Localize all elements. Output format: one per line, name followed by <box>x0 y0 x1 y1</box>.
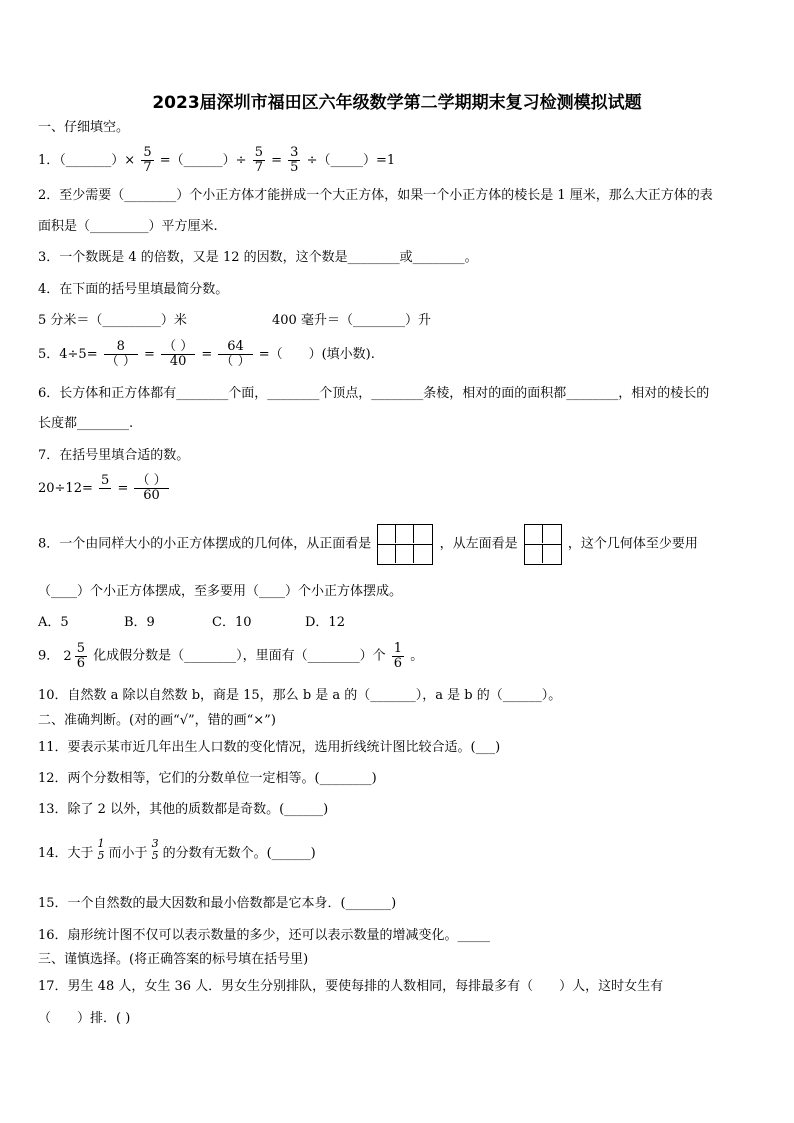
question-7-equation: 20÷12= 5 = $\frac{( )}{60}$ <box>38 473 167 503</box>
question-8-option-c: C．10 <box>212 615 252 630</box>
front-view-figure <box>377 524 433 565</box>
question-5: 5．4÷5= $\frac{8}{( )}$ = $\frac{( )}{40}$ = $\frac{64}{( )}$ =（ ）(填小数). <box>38 339 375 369</box>
page-title: 2023届深圳市福田区六年级数学第二学期期末复习检测模拟试题 <box>152 93 642 113</box>
question-4-a: 5 分米＝（_________）米 <box>38 313 187 328</box>
question-6-line-1: 6．长方体和正方体都有________个面，________个顶点，________条棱，相对的面的面积都________，相对的棱长的 <box>38 386 710 401</box>
question-16: 16．扇形统计图不仅可以表示数量的多少，还可以表示数量的增减变化。_____ <box>38 928 491 943</box>
question-4-b: 400 毫升＝（________）升 <box>272 313 431 328</box>
section-heading-judge: 二、准确判断。(对的画“√”，错的画“×”) <box>38 713 276 728</box>
question-12: 12．两个分数相等，它们的分数单位一定相等。(________) <box>38 771 377 786</box>
left-view-figure <box>524 524 562 565</box>
question-8: 8．一个由同样大小的小正方体摆成的几何体，从正面看是 ，从左面看是 ，这个几何体至少要用 <box>38 524 698 565</box>
question-3: 3．一个数既是 4 的倍数，又是 12 的因数，这个数是________或________。 <box>38 250 478 265</box>
question-2-line-2: 面积是（_________）平方厘米. <box>38 219 218 234</box>
question-13: 13．除了 2 以外，其他的质数都是奇数。(______) <box>38 802 329 817</box>
question-2-line-1: 2．至少需要（________）个小正方体才能拼成一个大正方体，如果一个小正方体的棱长是 1 厘米，那么大正方体的表 <box>38 188 713 203</box>
question-10: 10．自然数 a 除以自然数 b，商是 15，那么 b 是 a 的（_______），a 是 b 的（______）。 <box>38 688 562 703</box>
question-8-option-b: B．9 <box>124 615 155 630</box>
question-9: 9． 2 $\frac{5}{6}$ 化成假分数是（________），里面有（________）个 $\frac{1}{6}$ 。 <box>38 641 424 671</box>
question-17-line-1: 17．男生 48 人，女生 36 人．男女生分别排队，要使每排的人数相同，每排最多有（ ）人，这时女生有 <box>38 979 664 994</box>
question-8-option-a: A．5 <box>38 615 69 630</box>
question-6-line-2: 长度都________. <box>38 416 134 431</box>
question-1: 1．（_______）× $\frac{5}{7}$ =（______）÷ $\frac{5}{7}$ = $\frac{3}{5}$ ÷（_____）=1 <box>38 145 396 175</box>
section-heading-fill-in: 一、仔细填空。 <box>38 120 130 135</box>
question-7: 7．在括号里填合适的数。 <box>38 448 190 463</box>
section-heading-choose: 三、谨慎选择。(将正确答案的标号填在括号里) <box>38 952 309 967</box>
question-8-line-2: （____）个小正方体摆成，至多要用（____）个小正方体摆成。 <box>38 584 403 599</box>
question-14: 14．大于 1 5 而小于 3 5 的分数有无数个。(______) <box>38 837 316 862</box>
question-4: 4．在下面的括号里填最简分数。 <box>38 282 229 297</box>
question-8-option-d: D．12 <box>305 615 345 630</box>
question-17-line-2: （ ）排．( ) <box>38 1011 131 1026</box>
question-11: 11．要表示某市近几年出生人口数的变化情况，选用折线统计图比较合适。(___) <box>38 740 501 755</box>
question-15: 15．一个自然数的最大因数和最小倍数都是它本身．(_______) <box>38 896 397 911</box>
